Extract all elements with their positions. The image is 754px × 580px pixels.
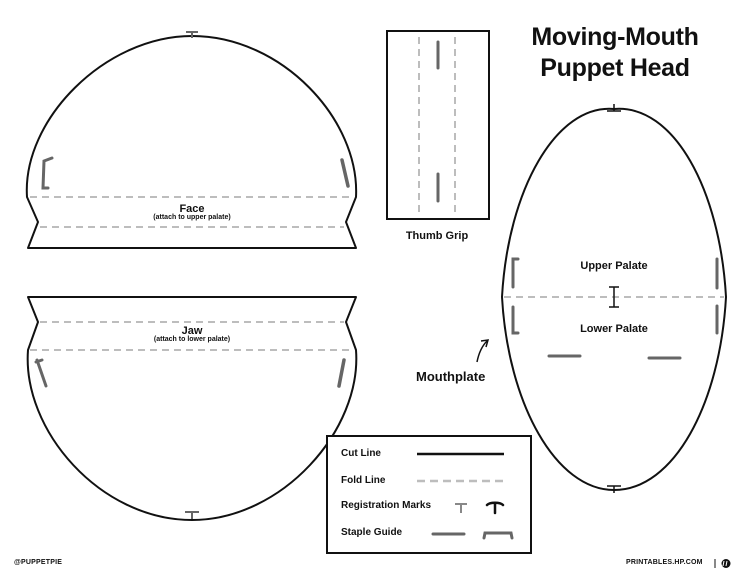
jaw-label: Jaw: [181, 325, 203, 337]
thumb-grip-piece: [387, 31, 489, 219]
legend-fold-line-label: Fold Line: [341, 475, 386, 486]
footer-site: PRINTABLES.HP.COM: [626, 559, 703, 566]
title-line-2: Puppet Head: [540, 54, 690, 82]
upper-palate-label: Upper Palate: [580, 260, 648, 272]
mouthplate-label: Mouthplate: [416, 369, 486, 384]
jaw-registration-mark: [185, 512, 199, 519]
legend-staple-guide-label: Staple Guide: [341, 527, 403, 538]
jaw-staple-guide-left: [36, 360, 46, 386]
face-label: Face: [179, 203, 205, 215]
mouthplate-registration-top: [607, 104, 621, 111]
face-staple-guide-right: [342, 160, 348, 186]
mouthplate-piece: [502, 104, 726, 493]
title-line-1: Moving-Mouth: [531, 23, 699, 51]
face-registration-mark: [186, 32, 198, 38]
legend-registration-marks-label: Registration Marks: [341, 500, 432, 511]
footer-handle: @PUPPETPIE: [14, 559, 63, 566]
jaw-staple-guide-right: [339, 360, 344, 386]
lower-palate-label: Lower Palate: [580, 323, 648, 335]
jaw-note: (attach to lower palate): [153, 336, 231, 343]
face-staple-guide-left: [43, 158, 52, 188]
thumb-grip-label: Thumb Grip: [405, 230, 469, 242]
mouthplate-staple-left-bottom: [513, 307, 518, 333]
page-title: [505, 22, 725, 84]
legend-cut-line-label: Cut Line: [341, 448, 381, 459]
mouthplate-staple-left-top: [513, 259, 518, 287]
mouthplate-arrow: [477, 340, 488, 362]
face-note: (attach to upper palate): [153, 214, 231, 221]
